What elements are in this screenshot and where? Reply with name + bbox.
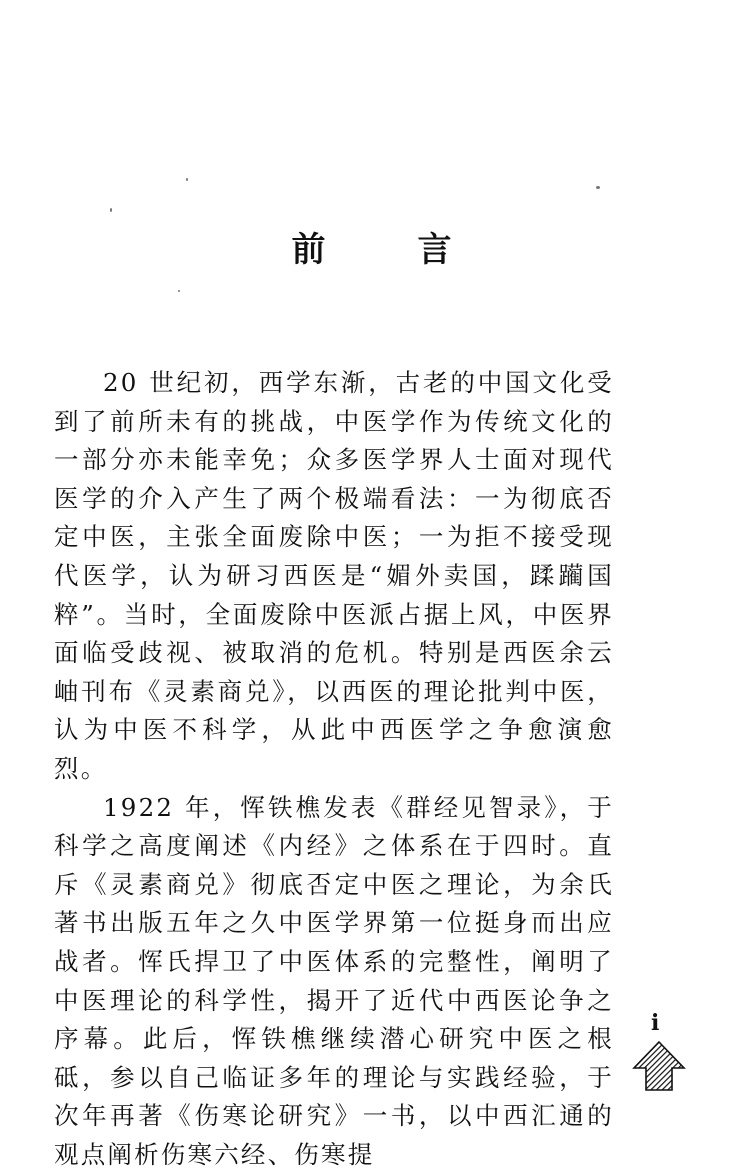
paragraph: 20 世纪初，西学东渐，古老的中国文化受到了前所未有的挑战，中医学作为传统文化的一部分亦未能幸免；众多医学界人士面对现代医学的介入产生了两个极端看法：一为彻底否定中医，主张全面废除中医；一为拒不接受现代医学，认为研习西医是“媚外卖国，蹂躏国粹”。当时，全面废除中医派占据上风，中医界面临受歧视、被取消的危机。特别是西医余云岫刊布《灵素商兑》，以西医的理论批判中医，认为中医不科学，从此中西医学之争愈演愈烈。	[54, 368, 614, 783]
title-char: 前	[291, 230, 326, 270]
scan-speck	[110, 208, 112, 212]
page-title	[0, 222, 743, 271]
scan-speck	[596, 186, 600, 189]
scan-speck	[186, 178, 188, 181]
title-char: 言	[417, 230, 452, 270]
page-number: i	[651, 1010, 660, 1036]
scan-speck	[178, 290, 180, 292]
up-arrow-icon[interactable]	[632, 1040, 686, 1092]
paragraph: 1922 年，恽铁樵发表《群经见智录》，于科学之高度阐述《内经》之体系在于四时。直斥《灵素商兑》彻底否定中医之理论，为余氏著书出版五年之久中医学界第一位挺身而出应战者。恽氏捍卫了中医体系的完整性，阐明了中医理论的科学性，揭开了近代中西医论争之序幕。此后，恽铁樵继续潜心研究中医之根砥，参以自己临证多年的理论与实践经验，于次年再著《伤寒论研究》一书，以中西汇通的观点阐析伤寒六经、伤寒提	[54, 792, 614, 1169]
preface-body	[54, 364, 614, 1174]
